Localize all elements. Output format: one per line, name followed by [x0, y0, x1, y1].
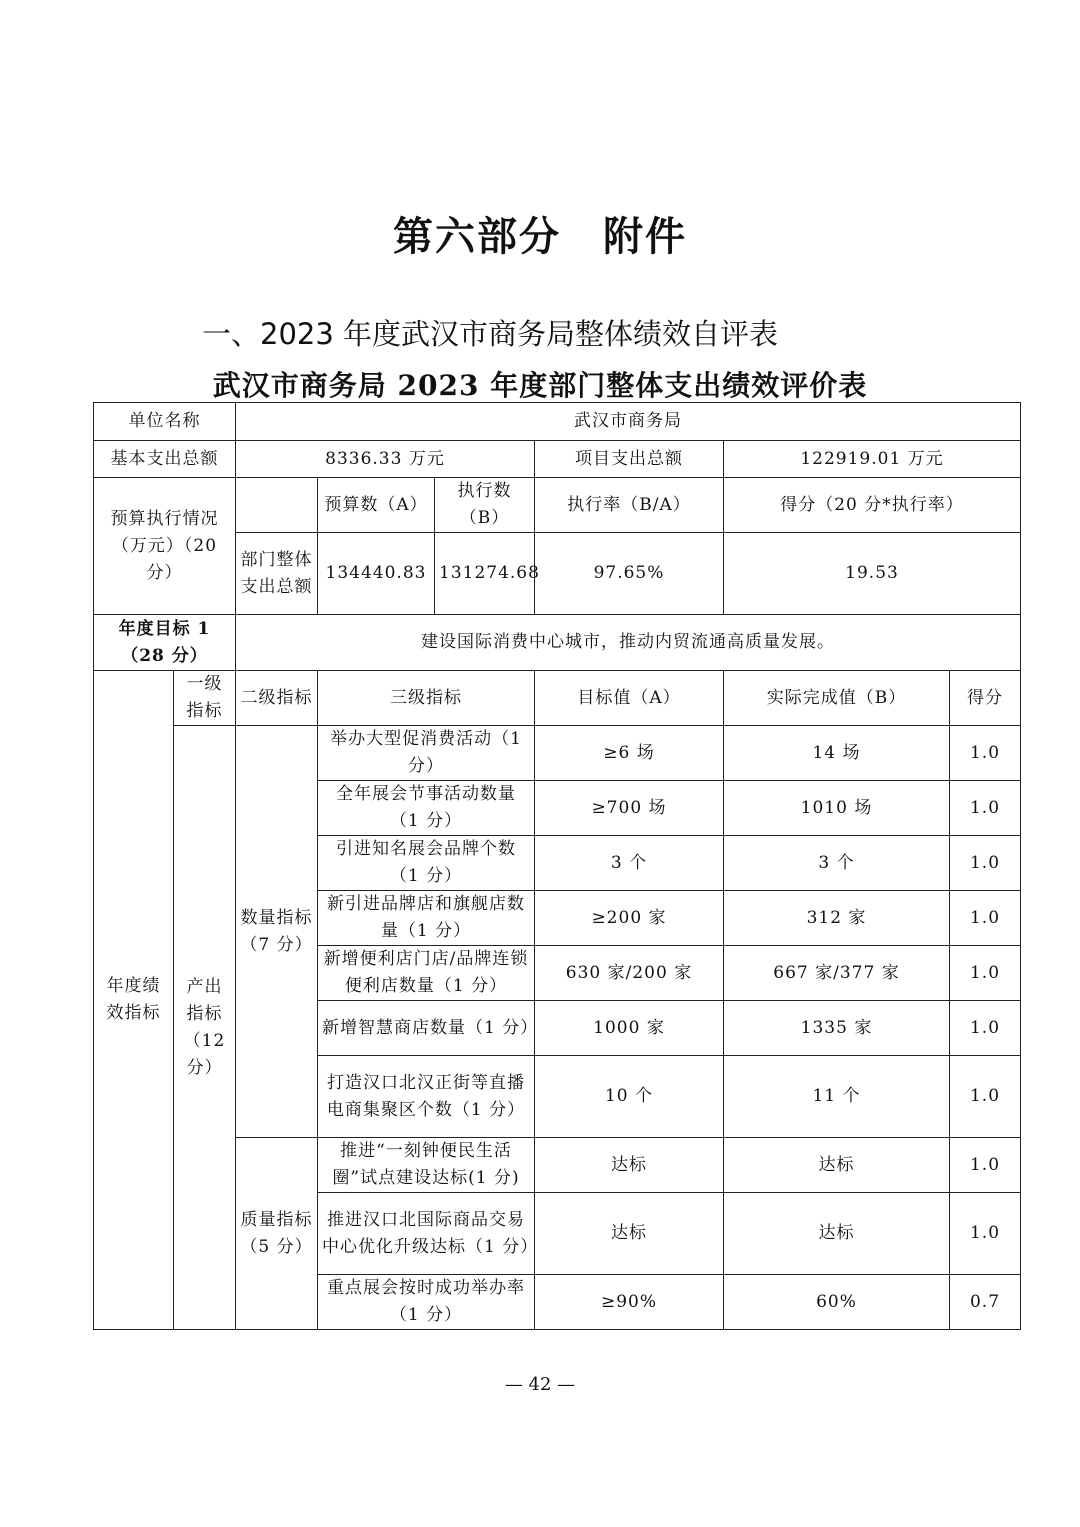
table-title: 武汉市商务局 2023 年度部门整体支出绩效评价表: [212, 369, 868, 402]
unit-value: 武汉市商务局: [236, 403, 1021, 441]
indicator-header-row: [94, 671, 1021, 726]
target-header: 目标值（A）: [535, 671, 724, 726]
basic-label: 基本支出总额: [94, 441, 236, 478]
score-header: 得分: [950, 671, 1021, 726]
indicator-name: 推进汉口北国际商品交易中心优化升级达标（1 分）: [318, 1193, 535, 1275]
target-value: 1000 家: [535, 1001, 724, 1056]
unit-label: 单位名称: [94, 403, 236, 441]
indicator-name: 新增智慧商店数量（1 分）: [318, 1001, 535, 1056]
target-value: 3 个: [535, 836, 724, 891]
indicator-name: 重点展会按时成功举办率（1 分）: [318, 1275, 535, 1330]
level3-header: 三级指标: [318, 671, 535, 726]
target-value: 630 家/200 家: [535, 946, 724, 1001]
goal-label: 年度目标 1（28 分）: [94, 615, 236, 671]
target-value: 达标: [535, 1138, 724, 1193]
actual-value: 1335 家: [724, 1001, 950, 1056]
indicator-name: 新增便利店门店/品牌连锁便利店数量（1 分）: [318, 946, 535, 1001]
table-row: [94, 726, 1021, 781]
target-value: ≥700 场: [535, 781, 724, 836]
score-value: 1.0: [950, 1001, 1021, 1056]
budget-header-row: [94, 478, 1021, 533]
budget-row-label: 部门整体支出总额: [236, 533, 318, 615]
part-title: 第六部分 附件: [393, 214, 687, 260]
quantity-indicator-label: 数量指标（7 分）: [236, 726, 318, 1138]
actual-value: 1010 场: [724, 781, 950, 836]
actual-value: 11 个: [724, 1056, 950, 1138]
project-value: 122919.01 万元: [724, 441, 1021, 478]
budget-empty-cell: [236, 478, 318, 533]
actual-value: 达标: [724, 1138, 950, 1193]
target-value: ≥200 家: [535, 891, 724, 946]
actual-value: 312 家: [724, 891, 950, 946]
basic-value: 8336.33 万元: [236, 441, 535, 478]
actual-header: 实际完成值（B）: [724, 671, 950, 726]
indicator-name: 推进“一刻钟便民生活圈”试点建设达标(1 分): [318, 1138, 535, 1193]
indicator-name: 新引进品牌店和旗舰店数量（1 分）: [318, 891, 535, 946]
actual-value: 14 场: [724, 726, 950, 781]
indicator-name: 全年展会节事活动数量（1 分）: [318, 781, 535, 836]
quality-indicator-label: 质量指标（5 分）: [236, 1138, 318, 1330]
actual-value: 3 个: [724, 836, 950, 891]
target-value: 达标: [535, 1193, 724, 1275]
target-value: ≥90%: [535, 1275, 724, 1330]
annual-indicator-label: 年度绩效指标: [94, 671, 174, 1330]
target-value: 10 个: [535, 1056, 724, 1138]
unit-row: [94, 403, 1021, 441]
score-value: 1.0: [950, 1056, 1021, 1138]
indicator-name: 引进知名展会品牌个数（1 分）: [318, 836, 535, 891]
score-value: 1.0: [950, 1193, 1021, 1275]
performance-table: [93, 402, 1021, 1330]
rate-value: 97.65%: [535, 533, 724, 615]
basic-row: [94, 441, 1021, 478]
score-value: 1.0: [950, 946, 1021, 1001]
level2-header: 二级指标: [236, 671, 318, 726]
rate-header: 执行率（B/A）: [535, 478, 724, 533]
score-value: 1.0: [950, 781, 1021, 836]
score-value: 1.0: [950, 891, 1021, 946]
output-indicator-label: 产出指标（12 分）: [174, 726, 236, 1330]
budget-header: 预算数（A）: [318, 478, 435, 533]
exec-value: 131274.68: [435, 533, 535, 615]
actual-value: 667 家/377 家: [724, 946, 950, 1001]
goal-text: 建设国际消费中心城市，推动内贸流通高质量发展。: [236, 615, 1021, 671]
project-label: 项目支出总额: [535, 441, 724, 478]
actual-value: 达标: [724, 1193, 950, 1275]
score-value: 1.0: [950, 836, 1021, 891]
target-value: ≥6 场: [535, 726, 724, 781]
score-value: 1.0: [950, 1138, 1021, 1193]
budget-score-value: 19.53: [724, 533, 1021, 615]
indicator-name: 打造汉口北汉正街等直播电商集聚区个数（1 分）: [318, 1056, 535, 1138]
score-value: 0.7: [950, 1275, 1021, 1330]
budget-score-header: 得分（20 分*执行率）: [724, 478, 1021, 533]
page-number: — 42 —: [504, 1374, 576, 1395]
score-value: 1.0: [950, 726, 1021, 781]
exec-header: 执行数（B）: [435, 478, 535, 533]
budget-label: 预算执行情况（万元）（20 分）: [94, 478, 236, 615]
section-title: 一、2023 年度武汉市商务局整体绩效自评表: [202, 317, 779, 351]
level1-header: 一级指标: [174, 671, 236, 726]
budget-value: 134440.83: [318, 533, 435, 615]
goal-row: [94, 615, 1021, 671]
indicator-name: 举办大型促消费活动（1 分）: [318, 726, 535, 781]
actual-value: 60%: [724, 1275, 950, 1330]
